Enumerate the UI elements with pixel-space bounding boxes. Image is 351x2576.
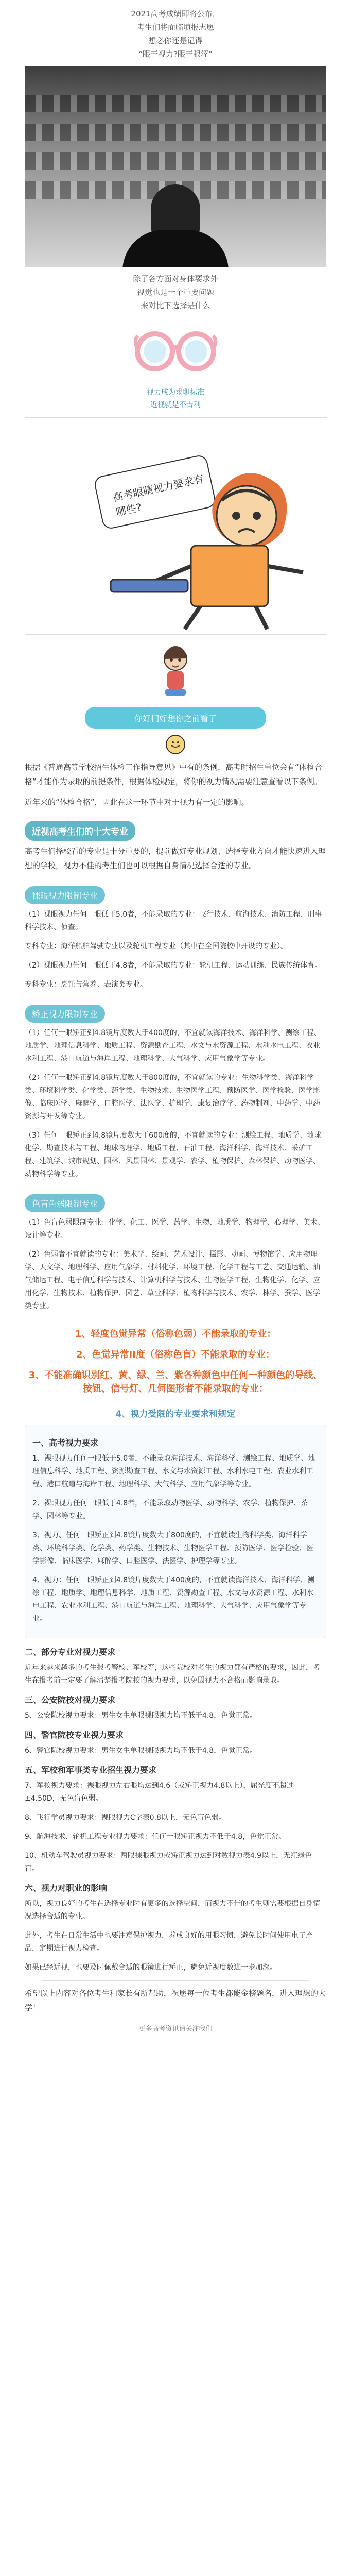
title-vision-rules: 4、视力受限的专业要求和规定 <box>115 1409 236 1419</box>
title-military-schools: 五、军校和军事类专业招生视力要求 <box>25 1765 157 1775</box>
corrected-paragraph-3: （3）任何一眼矫正到4.8镜片度数大于600度的，不宜就读的专业：测绘工程、地质学、地球化学、勘查技术与工程、地球物理学、地质工程、石油工程、海洋科学、海洋技术、采矿工程、建筑学、城市规划、园林、风景园林、景观学、农学、植物保护、森林保护、动物医学、动物科学等专业。 <box>25 1131 321 1178</box>
section-divider-3 <box>42 1980 309 1981</box>
color-paragraph-2: （2）色弱者不宜就读的专业：美术学、绘画、艺术设计、摄影、动画、博物馆学、应用物理学、天文学、地理科学、应用气象学、材料化学、环境工程、化学工程与工艺、交通运输、油气储运工程、电子信息科学与技术、计算机科学与技术、生物医学工程、生物化学、化学、应用化学、生物技术、植物保护、园艺、草业科学、植物科学与技术、农学、林学、蚕学、医学类专业。 <box>25 1250 320 1310</box>
glasses-icon <box>132 321 219 378</box>
cartoon-girl-icon <box>155 641 196 703</box>
career-note-2: 此外，考生在日常生活中也要注意保护视力，养成良好的用眼习惯，避免长时间使用电子产品，定期进行视力检查。 <box>25 1931 313 1953</box>
title-career-impact: 六、视力对职业的影响 <box>25 1883 108 1893</box>
police-schools-rule: 5、公安院校视力要求：男生女生单眼裸眼视力均不低于4.8，色觉正常。 <box>25 1711 257 1720</box>
title-prison-schools: 四、警官院校专业视力要求 <box>25 1730 124 1740</box>
strip-icon <box>25 734 326 755</box>
glasses-illustration <box>132 321 219 378</box>
vision-rules-heading: 一、高考视力要求 <box>32 1438 99 1448</box>
decorative-strip <box>25 734 326 755</box>
intro-line-4: “眼干视力?眼干眼涩” <box>138 49 213 59</box>
article-content <box>25 0 326 2033</box>
intro-line-6: 视觉也是一个重要问题 <box>136 287 214 297</box>
title-color-2: 2、色觉异常II度（俗称色盲）不能录取的专业： <box>76 1349 275 1360</box>
vision-rule-2: 2、裸眼视力任何一眼低于4.8者，不能录取动物医学、动物科学、农学、植物保护、茶学、园林等专业。 <box>32 1499 308 1520</box>
navigation-rule: 9、航海技术、轮机工程专业视力要求：任何一眼矫正视力不低于4.8，色觉正常。 <box>25 1833 286 1841</box>
career-note-1: 所以，视力良好的考生在选择专业时有更多的选择空间，而视力不佳的考生则需要根据自身情况选择合适的专业。 <box>25 1900 320 1921</box>
tag-corrected: 矫正视力限制专业 <box>25 1005 105 1023</box>
top-spacing <box>25 0 326 7</box>
intro-line-1: 2021高考成绩即将公布， <box>131 9 220 19</box>
driver-rule: 10、机动车驾驶员视力要求：两眼裸眼视力或矫正视力达到对数视力表4.9以上，无红绿色盲。 <box>25 1852 312 1873</box>
exam-room-photo <box>25 66 326 267</box>
prison-schools-rule: 6、警官院校视力要求：男生女生单眼裸眼视力均不低于4.8，色觉正常。 <box>25 1747 257 1755</box>
featured-question-bar: 你好们好想你之前看了 <box>85 707 266 729</box>
vision-rule-3: 3、视力、任何一眼矫正到4.8镜片度数大于800度的，不宜就读生物科学类、海洋科学类、环境科学类、化学类、药学类、生物技术、生物医学工程、预防医学、医学检验、医学影像、临床医学、麻醉学、口腔医学、法医学、护理学等专业。 <box>32 1531 313 1565</box>
naked-eye-paragraph-4: 专科专业：烹饪与营养、表演类专业。 <box>25 980 147 989</box>
tag-naked-eye: 裸眼视力限制专业 <box>25 886 105 904</box>
pilot-rule: 8、飞行学员视力要求：裸眼视力C字表0.8以上，无色盲色弱。 <box>25 1814 226 1822</box>
footer-text: 更多高考资讯请关注我们 <box>138 2025 213 2033</box>
intro-line-3: 想必你还是记得 <box>148 36 203 45</box>
intro-line-2: 考生们将面临填报志愿 <box>136 23 214 32</box>
cartoon-caption-line-2: 近视就是不吉利 <box>150 401 201 409</box>
title-color-3: 3、不能准确识别红、黄、绿、兰、紫各种颜色中任何一种颜色的导线、按钮、信号灯、几何图形者不能录取的专业： <box>28 1370 323 1394</box>
military-schools-rule: 7、军校视力要求：裸眼视力左右眼均达到4.6（或矫正视力4.8以上），屈光度不超过±4.50D，无色盲色弱。 <box>25 1782 294 1803</box>
majors-paragraph: 高考生们择校看的专业是十分重要的，提前做好专业规划、选择专业方向才能快速进入理想的学校，视力不佳的考生们也可以根据自身情况选择合适的专业。 <box>25 846 326 870</box>
corrected-paragraph-1: （1）任何一眼矫正到4.8镜片度数大于400度的，不宜就读海洋技术、海洋科学、测绘工程、地质学、地理信息科学、地质工程、资源勘查工程、水文与水资源工程、水利水电工程、农业水利工程、港口航道与海岸工程、地理科学、大气科学、应用气象学等专业。 <box>25 1029 321 1063</box>
intro-paragraph-2: 近年来的“体检合格”，因此在这一环节中对于视力有一定的影响。 <box>25 798 249 807</box>
vision-rule-1: 1、裸眼视力任何一眼低于5.0者，不能录取海洋技术、海洋科学、测绘工程、地质学、地理信息科学、地质工程、资源勘查工程、水文与水资源工程、水利水电工程、农业水利工程、港口航道与海岸工程、地理科学、大气科学、应用气象学等专业。 <box>32 1454 315 1488</box>
intro-line-5: 除了各方面对身体要求外 <box>133 274 218 283</box>
comic-question-text: 高考眼睛视力要求有哪些? <box>112 472 205 519</box>
title-color-1: 1、轻度色觉异常（俗称色弱）不能录取的专业： <box>75 1329 276 1340</box>
photo-row-3 <box>25 152 326 170</box>
closing-paragraph: 希望以上内容对各位考生和家长有所帮助，祝愿每一位考生都能金榜题名，进入理想的大学！ <box>25 1989 326 2012</box>
naked-eye-paragraph-3: （2）裸眼视力任何一眼低于4.8者，不能录取的专业：轮机工程、运动训练、民族传统体育。 <box>25 961 322 970</box>
intro-paragraph-1: 根据《普通高等学校招生体检工作指导意见》中有的条例，高考时招生单位会有“体检合格”才能作为录取的前提条件，根据体检规定，将你的视力情况需要注意查看以下条例。 <box>25 762 322 786</box>
career-note-3: 如果已经近视，也要及时佩戴合适的眼镜进行矫正，避免近视度数进一步加深。 <box>25 1963 277 1972</box>
title-police-schools: 三、公安院校对视力要求 <box>25 1695 116 1705</box>
comic-illustration <box>25 417 327 635</box>
intro-line-7: 来对比下选择是什么 <box>141 301 210 310</box>
naked-eye-paragraph-2: 专科专业：海洋船舶驾驶专业以及轮机工程专业（其中在全国院校中开设的专业）。 <box>25 942 288 951</box>
vision-rules-box <box>25 1425 326 1638</box>
photo-row-2 <box>25 124 326 141</box>
naked-eye-paragraph-1: （1）裸眼视力任何一眼低于5.0者，不能录取的专业：飞行技术、航海技术、消防工程、刑事科学技术、侦查。 <box>25 910 322 931</box>
color-paragraph-1: （1）色盲色弱限制专业：化学、化工、医学、药学、生物、地质学、物理学、心理学、美术、设计等专业。 <box>25 1218 325 1240</box>
student-body <box>122 230 229 267</box>
cartoon-caption <box>25 386 326 411</box>
title-professional-vision: 二、部分专业对视力要求 <box>25 1647 116 1657</box>
corrected-paragraph-2: （2）任何一眼矫正到4.8镜片度数大于800度的，不宜就读的专业：生物科学类、海洋科学类、环境科学类、化学类、药学类、生物技术、生物医学工程、预防医学、医学检验、医学影像、临床医学、麻醉学、口腔医学、法医学、护理学、康复治疗学、药物制剂、中药学、中药资源与开发等专业。 <box>25 1074 320 1121</box>
intro-special-schools: 近年来越来越多的考生报考警校、军校等，这些院校对考生的视力都有严格的要求，因此，考生在报考前一定要了解清楚报考院校的视力要求，以免因视力不合格而影响录取。 <box>25 1664 320 1685</box>
section-header-majors: 近视高考生们的十大专业 <box>25 821 135 841</box>
photo-row-1 <box>25 95 326 112</box>
student-cartoon-icon <box>25 418 327 634</box>
vision-rule-4: 4、视力：任何一眼矫正到4.8镜片度数大于400度的，不宜就读海洋技术、海洋科学、测绘工程、地质学、地理信息科学、地质工程、资源勘查工程、水文与水资源工程、水利水电工程、农业水利工程、港口航道与海岸工程、地理科学、大气科学、应用气象学等专业。 <box>32 1576 314 1623</box>
cartoon-girl-avatar <box>155 641 196 703</box>
cartoon-caption-line-1: 视力成为求职标准 <box>147 388 204 397</box>
tag-color-blind: 色盲色弱限制专业 <box>25 1194 105 1212</box>
